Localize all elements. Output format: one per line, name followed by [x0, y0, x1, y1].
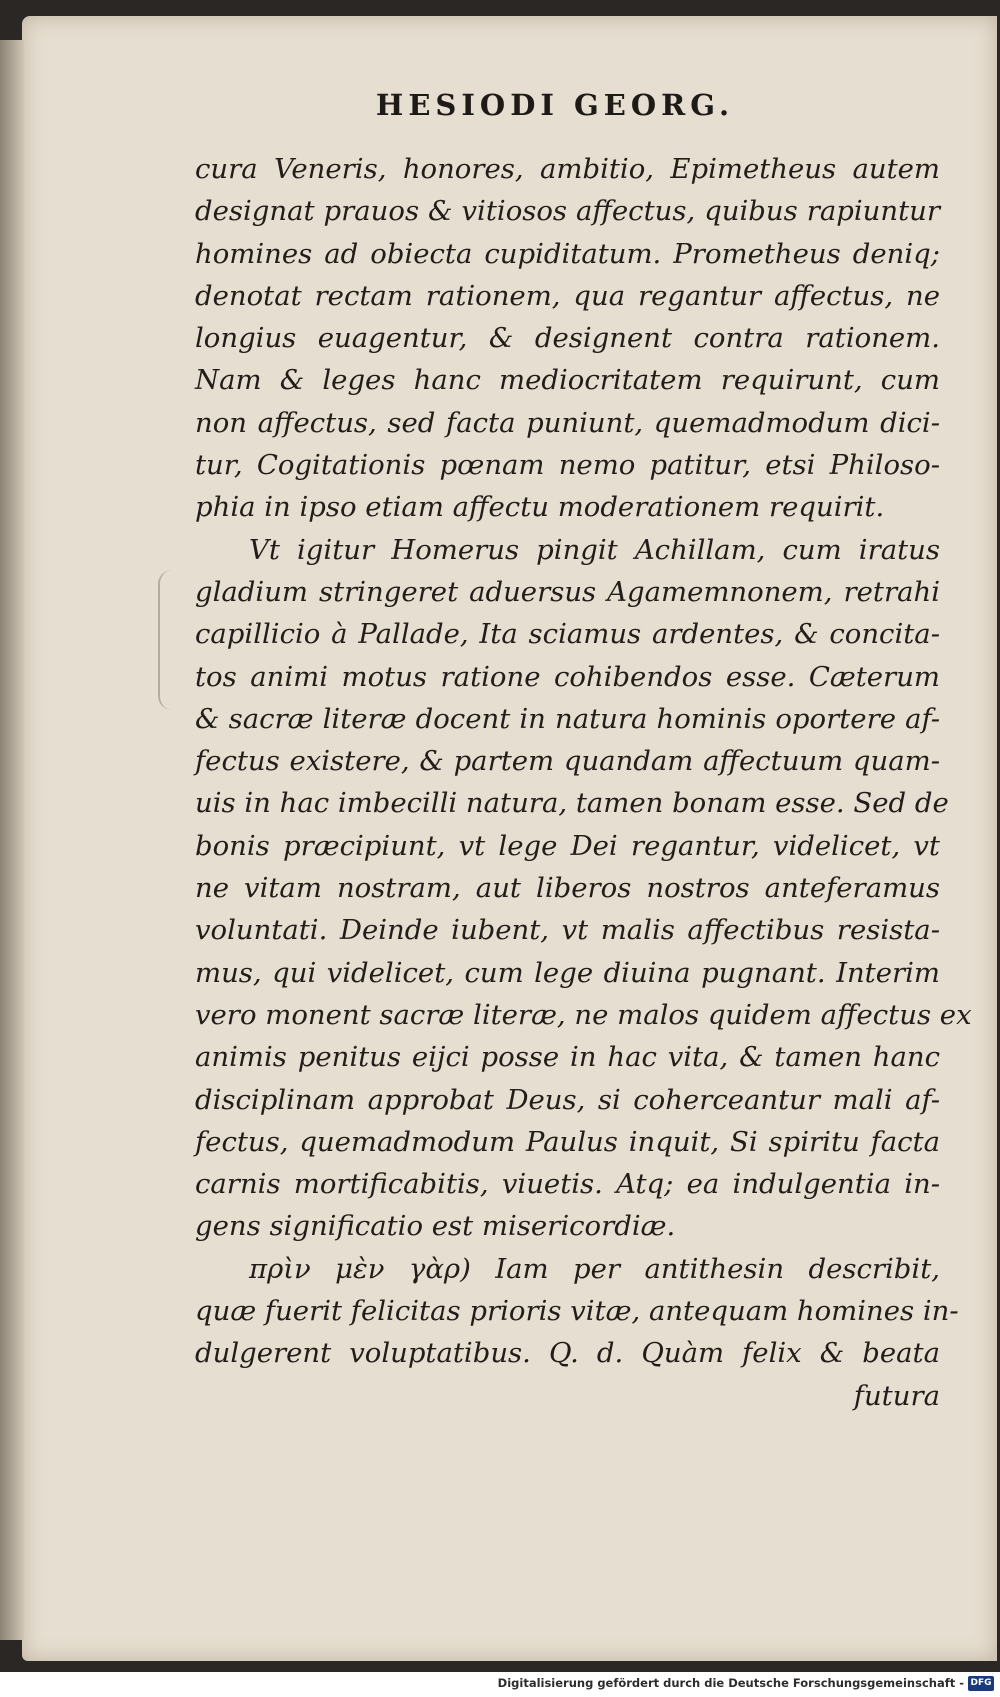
text-line: animis penitus eijci posse in hac vita, & tamen hanc — [195, 1041, 940, 1074]
paragraph-start-line: πρὶν μὲν γὰρ) Iam per antithesin describit, — [249, 1252, 940, 1285]
text-line: homines ad obiecta cupiditatum. Prometheus deniq; — [195, 237, 940, 270]
dfg-logo: DFG — [968, 1676, 994, 1691]
text-line: tos animi motus ratione cohibendos esse. Cæterum — [195, 660, 940, 693]
running-head-text: HESIODI GEORG. — [375, 88, 735, 122]
paragraph-start-line: Vt igitur Homerus pingit Achillam, cum iratus — [249, 533, 940, 566]
page-body-text — [195, 148, 972, 1417]
text-line: tur, Cogitationis pœnam nemo patitur, etsi Philoso- — [195, 449, 940, 482]
text-line: vero monent sacræ literæ, ne malos quidem affectus ex — [195, 998, 972, 1031]
text-line: longius euagentur, & designent contra rationem. — [195, 322, 940, 355]
text-line: Nam & leges hanc mediocritatem requirunt, cum — [195, 364, 940, 397]
text-line: denotat rectam rationem, qua regantur affectus, ne — [195, 279, 940, 312]
text-line: gladium stringeret aduersus Agamemnonem, retrahi — [195, 575, 940, 608]
text-line: voluntati. Deinde iubent, vt malis affectibus resista- — [195, 914, 940, 947]
text-line: ne vitam nostram, aut liberos nostros anteferamus — [195, 872, 940, 905]
text-line: phia in ipso etiam affectu moderationem requirit. — [195, 491, 885, 524]
running-head — [0, 88, 1000, 122]
text-line: uis in hac imbecilli natura, tamen bonam esse. Sed de — [195, 787, 949, 820]
funding-credit: Digitalisierung gefördert durch die Deutsche Forschungsgemeinschaft - — [497, 1676, 964, 1690]
text-line: mus, qui videlicet, cum lege diuina pugnant. Interim — [195, 956, 940, 989]
text-line: carnis mortificabitis, viuetis. Atq; ea indulgentia in- — [195, 1168, 940, 1201]
text-line: & sacræ literæ docent in natura hominis oportere af- — [195, 702, 940, 735]
text-line: dulgerent voluptatibus. Q. d. Quàm felix & beata — [195, 1337, 940, 1370]
text-line: disciplinam approbat Deus, si coherceantur mali af- — [195, 1083, 940, 1116]
text-line: cura Veneris, honores, ambitio, Epimetheus autem — [195, 153, 940, 185]
text-line: designat prauos & vitiosos affectus, quibus rapiuntur — [195, 195, 940, 228]
text-line: capillicio à Pallade, Ita sciamus ardentes, & concita- — [195, 618, 940, 651]
footer-bar — [0, 1672, 1000, 1697]
text-line: bonis præcipiunt, vt lege Dei regantur, videlicet, vt — [195, 829, 940, 862]
catchword: futura — [853, 1379, 940, 1412]
text-line: non affectus, sed facta puniunt, quemadmodum dici- — [195, 406, 940, 439]
text-line: quæ fuerit felicitas prioris vitæ, antequam homines in- — [195, 1295, 959, 1328]
margin-bracket-mark — [158, 570, 176, 710]
text-line: gens significatio est misericordiæ. — [195, 1210, 676, 1243]
text-line: fectus existere, & partem quandam affectuum quam- — [195, 745, 940, 778]
text-line: fectus, quemadmodum Paulus inquit, Si spiritu facta — [195, 1125, 940, 1158]
page-binding-edge — [0, 40, 24, 1640]
